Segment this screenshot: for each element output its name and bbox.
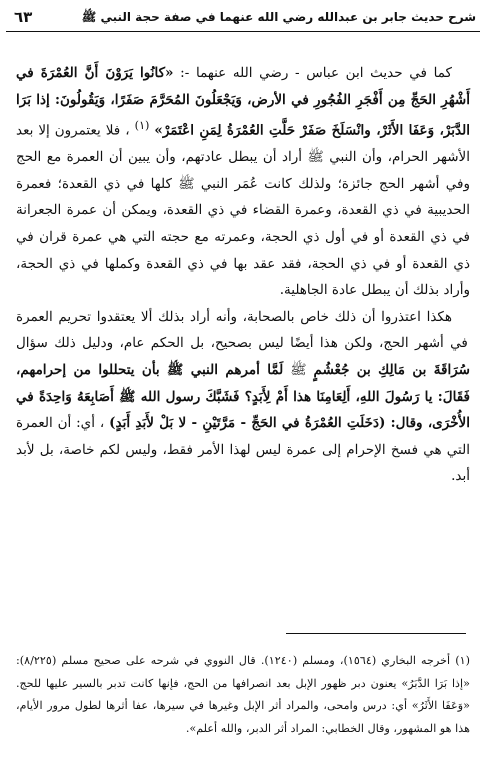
- footnote: (١) أخرجه البخاري (١٥٦٤)، ومسلم (١٢٤٠). قال النووي في شرحه على صحيح مسلم (٨/٢٢٥): «إذا بَرَا الدَّبَرُ» يعنون دبر ظهور الإبل بعد انصرافها من الحج، فإنها كانت تدبر بالسير عليها للحج. «وَعَفَا الأَثَرُ» أي: درس وامحى، والمراد أثر الإبل وغيرها في سيرها، عفا أثرها لطول مرور الأيام، هذا هو المشهور، وقال الخطابي: المراد أثر الدبر، والله أعلم».: [16, 654, 470, 735]
- footnote-rule: [286, 633, 466, 634]
- text-span: ، أي: أن العمرة التي هي فسخ الإحرام إلى عمرة ليس لهذا الأمر فقط، وليس لكم خاصة، بل لأبد أبد.: [16, 415, 470, 485]
- text-span: ، فلا يعتمرون إلا بعد الأشهر الحرام، وأن النبي ﷺ أراد أن يبطل عادتهم، وأن يبين أن العمرة مع الحج وفي أشهر الحج جائزة؛ ولذلك كانت عُمَر النبي ﷺ كلها في ذي القعدة؛ فعمرة الحديبية في ذي القعدة، وعمرة القضاء في ذي القعدة، ويمكن أن عمرة الجعرانة في ذي القعدة أو في أول ذي الحجة، وعمرته مع حجته التي هي عمرة قران في ذي القعدة أو في ذي الحجة، فقد عقد بها في ذي القعدة وكملها في ذي الحجة، وأراد بذلك أن يبطل عادة الجاهلية.: [16, 122, 470, 299]
- hadith-quote: لَمَّا أمرهم النبي ﷺ بأن يتحللوا من إحرامهم، فَقَالَ: يا رَسُولَ اللهِ، أَلِعَامِنَا هذا أَمْ لِأَبَدٍ؟ فَشَبَّكَ رسول الله ﷺ أَصَابِعَهُ وَاحِدَةً في الأُخْرَى، وقال: (دَخَلَتِ العُمْرَةُ في الحَجِّ - مَرَّتَيْنِ - لا بَلْ لأَبَدِ أَبَدٍ): [16, 362, 470, 432]
- running-title: شرح حديث جابر بن عبدالله رضي الله عنهما في صفة حجة النبي ﷺ: [81, 10, 476, 24]
- text-span: ﷺ: [283, 362, 307, 379]
- footnote-marker[interactable]: (١): [134, 119, 150, 133]
- page-header: [10, 6, 476, 32]
- narrator-name: سُرَاقَةَ بن مَالِكِ بن جُعْشُمٍ: [313, 362, 470, 379]
- header-rule: [6, 31, 480, 32]
- paragraph: [16, 304, 470, 490]
- main-text: [16, 60, 470, 490]
- text-span: هكذا اعتذروا أن ذلك خاص بالصحابة، وأنه أراد بذلك ألا يعتقدوا تحريم العمرة في أشهر الحج، ولكن هذا أيضًا ليس بصحيح، بل الحكم عام، ودليل ذلك سؤال: [16, 308, 468, 352]
- paragraph: [16, 60, 470, 304]
- text-span: كما في حديث ابن عباس - رضي الله عنهما -:: [173, 65, 452, 81]
- page-number: ٦٣: [14, 8, 33, 26]
- hadith-quote: «كانُوا يَرَوْنَ أَنَّ العُمْرَةَ في أَشْهُرِ الحَجِّ مِن أَفْجَرِ الفُجُورِ في الأرض، وَيَجْعَلُونَ المُحَرَّمَ صَفَرًا، وَيَقُولُونَ: إذا بَرَا الدَّبَرْ، وَعَفَا الأَثَرْ، وانْسَلَخَ صَفَرْ حَلَّتِ العُمْرَةُ لِمَنِ اعْتَمَرْ»: [16, 65, 471, 139]
